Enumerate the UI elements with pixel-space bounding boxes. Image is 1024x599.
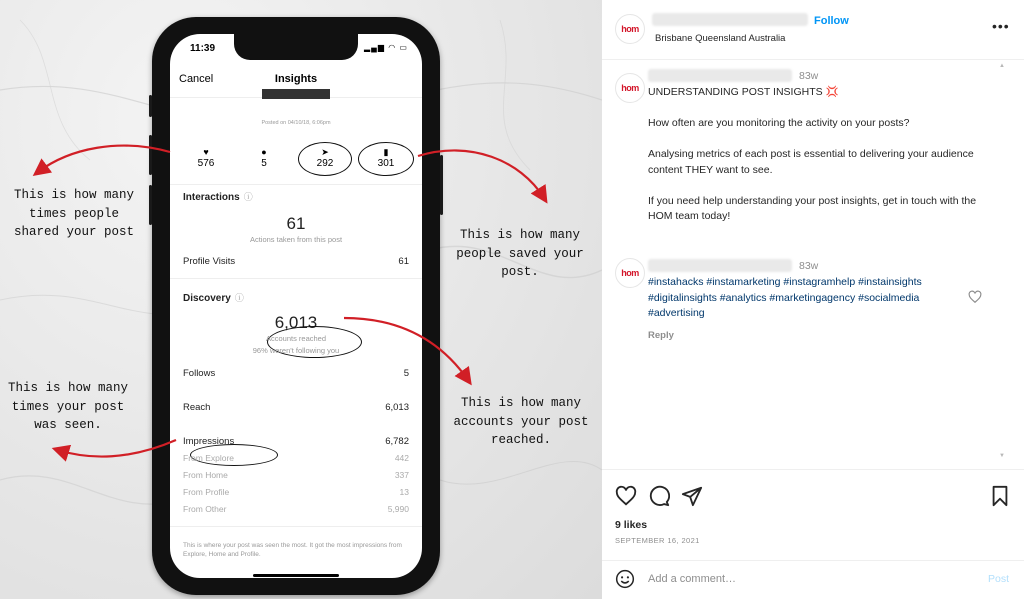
location-link[interactable]: Brisbane Queensland Australia	[655, 33, 786, 44]
annotation-seen-text: This is how many times your post was seen.	[7, 381, 129, 432]
home-indicator	[253, 574, 339, 577]
status-icons: ▂▄▆ ◠ ▭	[364, 43, 408, 52]
hashtags[interactable]: #instahacks #instamarketing #instagramhelp #instainsights #digitalinsights #analytics #marketingagency #socialmedia #advertising	[648, 276, 922, 319]
breakdown-label: From Other	[183, 504, 227, 514]
username-redacted[interactable]	[648, 69, 792, 82]
divider	[170, 526, 422, 527]
breakdown-row	[183, 470, 409, 480]
annotation-seen	[0, 379, 136, 435]
caption-paragraph: Analysing metrics of each post is essential to delivering your audience content THEY want to see.	[648, 148, 974, 176]
reply-button[interactable]: Reply	[648, 330, 674, 341]
scroll-down-icon[interactable]: ▼	[999, 453, 1005, 459]
phone-notch	[234, 34, 358, 60]
breakdown-row	[183, 453, 409, 463]
footnote: This is where your post was seen the most. It got the most impressions from Explore, Home and Profile.	[183, 542, 402, 558]
comments-section	[602, 61, 1024, 469]
actions-caption: Actions taken from this post	[249, 235, 343, 244]
reach-value: 6,013	[385, 402, 409, 413]
username-redacted[interactable]	[648, 259, 792, 272]
divider	[170, 184, 422, 185]
comment-bar	[602, 560, 1024, 599]
breakdown-value: 442	[394, 453, 409, 463]
stat-comments-value: 5	[261, 158, 267, 169]
breakdown-value: 5,990	[387, 504, 409, 514]
scrollbar[interactable]	[996, 61, 1008, 465]
comment-input[interactable]	[648, 569, 968, 589]
avatar[interactable]	[615, 73, 645, 103]
stat-saves-value: 301	[377, 158, 395, 169]
profile-visits-row	[183, 256, 409, 267]
post-date[interactable]: SEPTEMBER 16, 2021	[615, 536, 700, 545]
breakdown-value: 13	[399, 487, 409, 497]
annotation-reached-text: This is how many accounts your post reached.	[453, 396, 589, 447]
avatar[interactable]	[615, 14, 645, 44]
post-header	[602, 0, 1024, 60]
comment-time[interactable]: 83w	[799, 260, 819, 272]
post-thumbnail	[262, 89, 330, 99]
info-icon: ⓘ	[243, 192, 253, 202]
scroll-up-icon[interactable]: ▲	[999, 63, 1005, 69]
impressions-label: Impressions	[183, 436, 235, 447]
phone-volume-down	[149, 185, 152, 225]
breakdown-label: From Home	[183, 470, 228, 480]
breakdown-row	[183, 487, 409, 497]
status-time: 11:39	[190, 43, 216, 54]
phone-screen	[170, 34, 422, 578]
likes-count[interactable]: 9 likes	[615, 519, 648, 531]
stat-likes	[181, 146, 231, 169]
avatar-logo: hom	[621, 83, 639, 93]
breakdown-label: From Explore	[183, 453, 235, 463]
comment-like-icon[interactable]	[968, 290, 982, 304]
phone-side-button	[149, 95, 152, 117]
follows-value: 5	[403, 368, 409, 379]
like-icon[interactable]	[615, 485, 637, 507]
save-icon: ▮	[383, 147, 389, 157]
breakdown-row	[183, 504, 409, 514]
caption-title: UNDERSTANDING POST INSIGHTS 💢	[648, 86, 839, 98]
insights-title: Insights	[274, 73, 318, 85]
reach-row	[183, 402, 409, 413]
caption-text	[648, 85, 978, 240]
discovery-title-text: Discovery	[183, 293, 231, 304]
follow-button[interactable]: Follow	[814, 15, 849, 27]
actions-value: 61	[286, 214, 306, 233]
saves-circle-mark	[358, 142, 414, 176]
posted-date: Posted on 04/10/18, 6:06pm	[261, 120, 331, 126]
divider	[170, 278, 422, 279]
shares-circle-mark	[298, 142, 352, 176]
breakdown-value: 337	[394, 470, 409, 480]
post-sidebar	[602, 0, 1024, 599]
share-icon[interactable]	[681, 485, 703, 507]
post-actions	[602, 469, 1024, 551]
not-following-caption: 96% weren't following you	[252, 346, 340, 355]
accounts-reached-value: 6,013	[274, 313, 318, 332]
stat-shares-value: 292	[316, 158, 334, 169]
reach-label: Reach	[183, 402, 211, 413]
stat-likes-value: 576	[197, 158, 215, 169]
emoji-icon[interactable]	[615, 569, 635, 589]
bookmark-icon[interactable]	[989, 485, 1011, 507]
phone-volume-up	[149, 135, 152, 175]
annotation-reached	[440, 394, 602, 450]
avatar-logo: hom	[621, 268, 639, 278]
annotation-shared	[4, 186, 144, 242]
interactions-title	[183, 190, 253, 203]
caption-paragraph: If you need help understanding your post insights, get in touch with the HOM team today!	[648, 194, 977, 222]
heart-icon: ♥	[203, 147, 209, 157]
cancel-button: Cancel	[179, 73, 214, 85]
caption-time[interactable]: 83w	[799, 70, 819, 82]
profile-visits-value: 61	[398, 256, 409, 267]
follows-label: Follows	[183, 368, 216, 379]
breakdown-label: From Profile	[183, 487, 230, 497]
profile-visits-label: Profile Visits	[183, 256, 236, 267]
username-redacted[interactable]	[652, 13, 808, 26]
avatar[interactable]	[615, 258, 645, 288]
phone-power-button	[440, 155, 443, 215]
info-icon: ⓘ	[234, 293, 244, 303]
comment-icon[interactable]	[648, 485, 670, 507]
impressions-value: 6,782	[385, 436, 409, 447]
post-button[interactable]: Post	[988, 573, 1010, 585]
follows-row	[183, 368, 409, 379]
caption-paragraph: How often are you monitoring the activity on your posts?	[648, 117, 910, 129]
annotation-shared-text: This is how many times people shared your post	[13, 188, 135, 239]
stat-comments	[239, 146, 289, 169]
annotation-saved-text: This is how many people saved your post.	[456, 228, 584, 279]
avatar-logo: hom	[621, 24, 639, 34]
phone-mockup	[152, 17, 440, 595]
accounts-reached-caption: Accounts reached	[265, 334, 327, 343]
discovery-title	[183, 291, 244, 304]
share-icon: ➤	[321, 147, 329, 157]
comment-icon: ●	[261, 147, 267, 157]
more-options-icon[interactable]: •••	[992, 18, 1010, 34]
annotation-saved	[445, 226, 595, 282]
interactions-title-text: Interactions	[183, 192, 240, 203]
